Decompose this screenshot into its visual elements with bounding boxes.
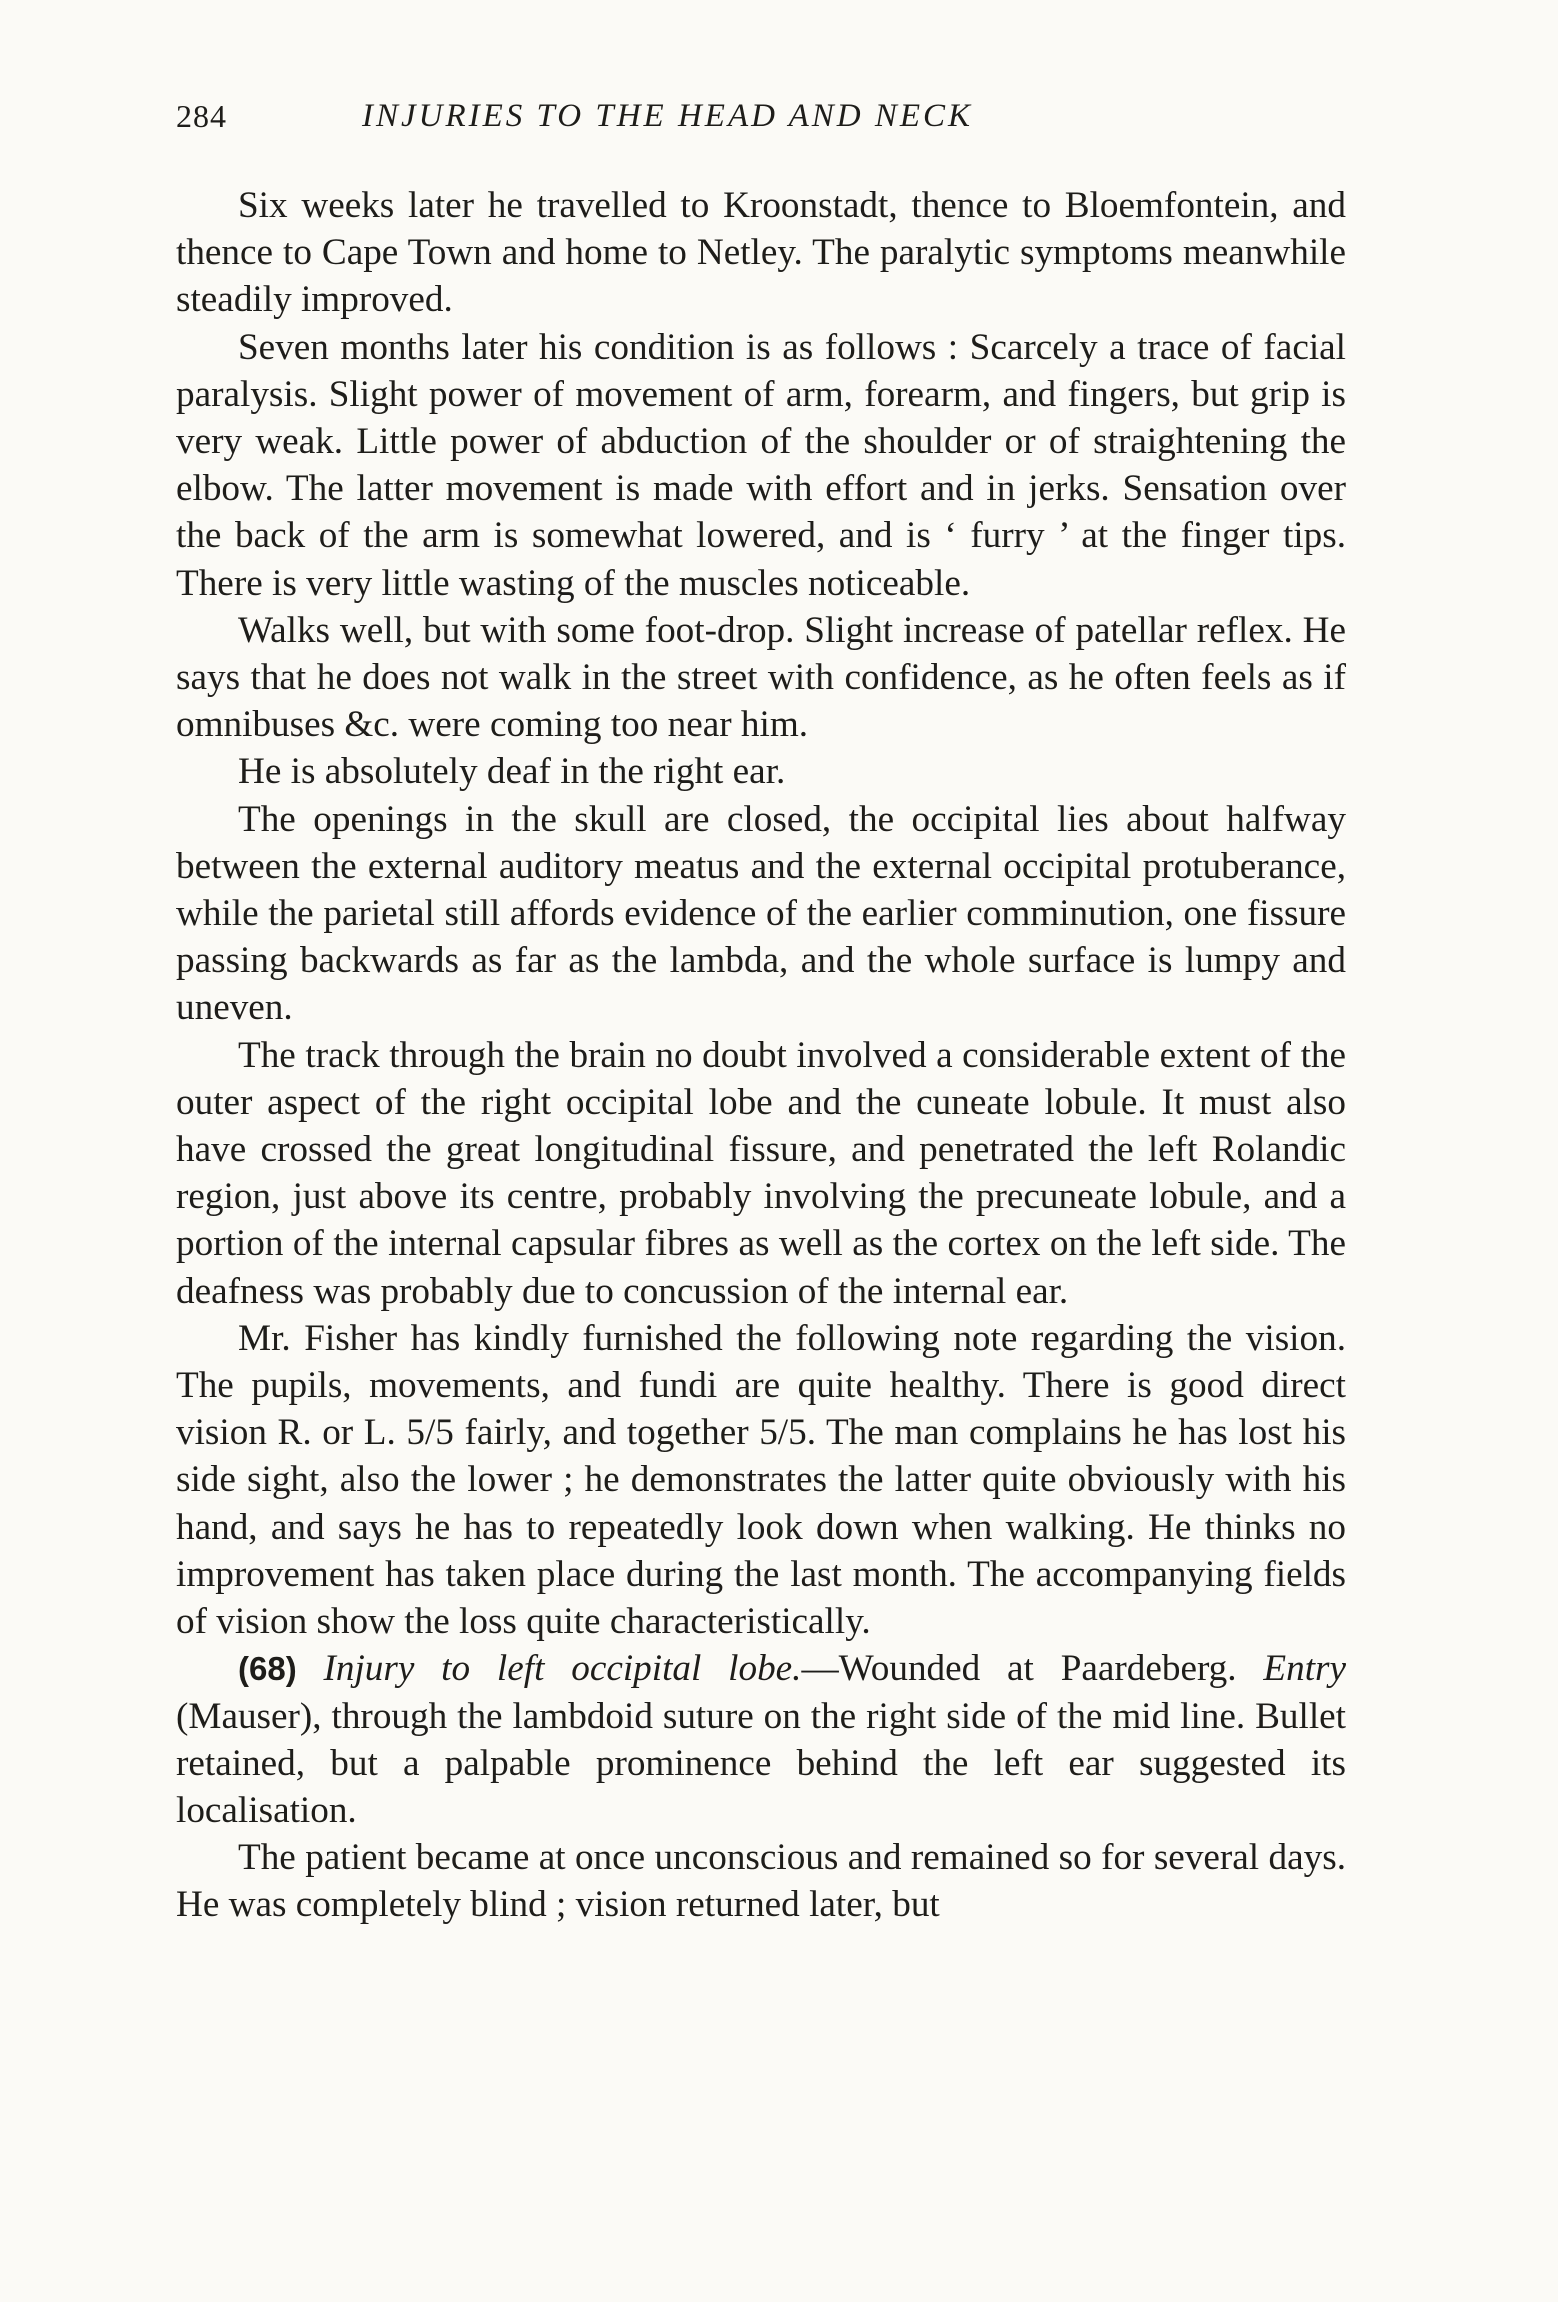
paragraph: The openings in the skull are closed, the occipital lies about halfway between the external auditory meatus and the external occipital protuberance, while the parietal still affords evidence of the earlier comminution, one fissure passing backwards as far as the lambda, and the whole surface is lumpy and uneven. bbox=[176, 798, 1346, 1029]
running-title: INJURIES TO THE HEAD AND NECK bbox=[362, 98, 974, 134]
page-header bbox=[176, 98, 1346, 148]
case-68-paragraph bbox=[176, 1645, 1346, 1834]
case-number: (68) bbox=[238, 1650, 297, 1688]
case-title: Injury to left occipital lobe. bbox=[323, 1648, 802, 1690]
paragraph: He is absolutely deaf in the right ear. bbox=[238, 751, 786, 793]
body-text bbox=[176, 182, 1346, 1929]
paragraph: Seven months later his condition is as follows : Scarcely a trace of facial paralysis. Slight power of movement of arm, forearm, and fingers, but grip is very weak. Little power of abduction of the shoulder or of straightening the elbow. The latter movement is made with effort and in jerks. Sensation over the back of the arm is somewhat lowered, and is ‘ furry ’ at the finger tips. There is very little wasting of the muscles noticeable. bbox=[176, 326, 1346, 604]
paragraph: The patient became at once unconscious and remained so for several days. He was completely blind ; vision returned later, but bbox=[176, 1837, 1346, 1926]
paragraph: Mr. Fisher has kindly furnished the following note regarding the vision. The pupils, movements, and fundi are quite healthy. There is good direct vision R. or L. 5/5 fairly, and together 5/5. The man complains he has lost his side sight, also the lower ; he demonstrates the latter quite obviously with his hand, and says he has to repeatedly look down when walking. He thinks no improvement has taken place during the last month. The accompanying fields of vision show the loss quite characteristically. bbox=[176, 1317, 1346, 1643]
paragraph: Six weeks later he travelled to Kroonstadt, thence to Bloemfontein, and thence to Cape Town and home to Netley. The paralytic symptoms meanwhile steadily improved. bbox=[176, 185, 1346, 321]
case-text: (Mauser), through the lambdoid suture on the right side of the mid line. Bullet retained, but a palpable prominence behind the left ear suggested its localisation. bbox=[176, 1695, 1346, 1831]
case-text: —Wounded at Paardeberg. bbox=[801, 1648, 1264, 1690]
paragraph: The track through the brain no doubt involved a considerable extent of the outer aspect of the right occipital lobe and the cuneate lobule. It must also have crossed the great longitudinal fissure, and penetrated the left Rolandic region, just above its centre, probably involving the precuneate lobule, and a portion of the internal capsular fibres as well as the cortex on the left side. The deafness was probably due to concussion of the internal ear. bbox=[176, 1034, 1346, 1312]
entry-label: Entry bbox=[1263, 1648, 1347, 1690]
page-number: 284 bbox=[176, 98, 227, 134]
paragraph: Walks well, but with some foot-drop. Slight increase of patellar reflex. He says that he does not walk in the street with confidence, as he often feels as if omnibuses &c. were coming too near him. bbox=[176, 609, 1346, 746]
